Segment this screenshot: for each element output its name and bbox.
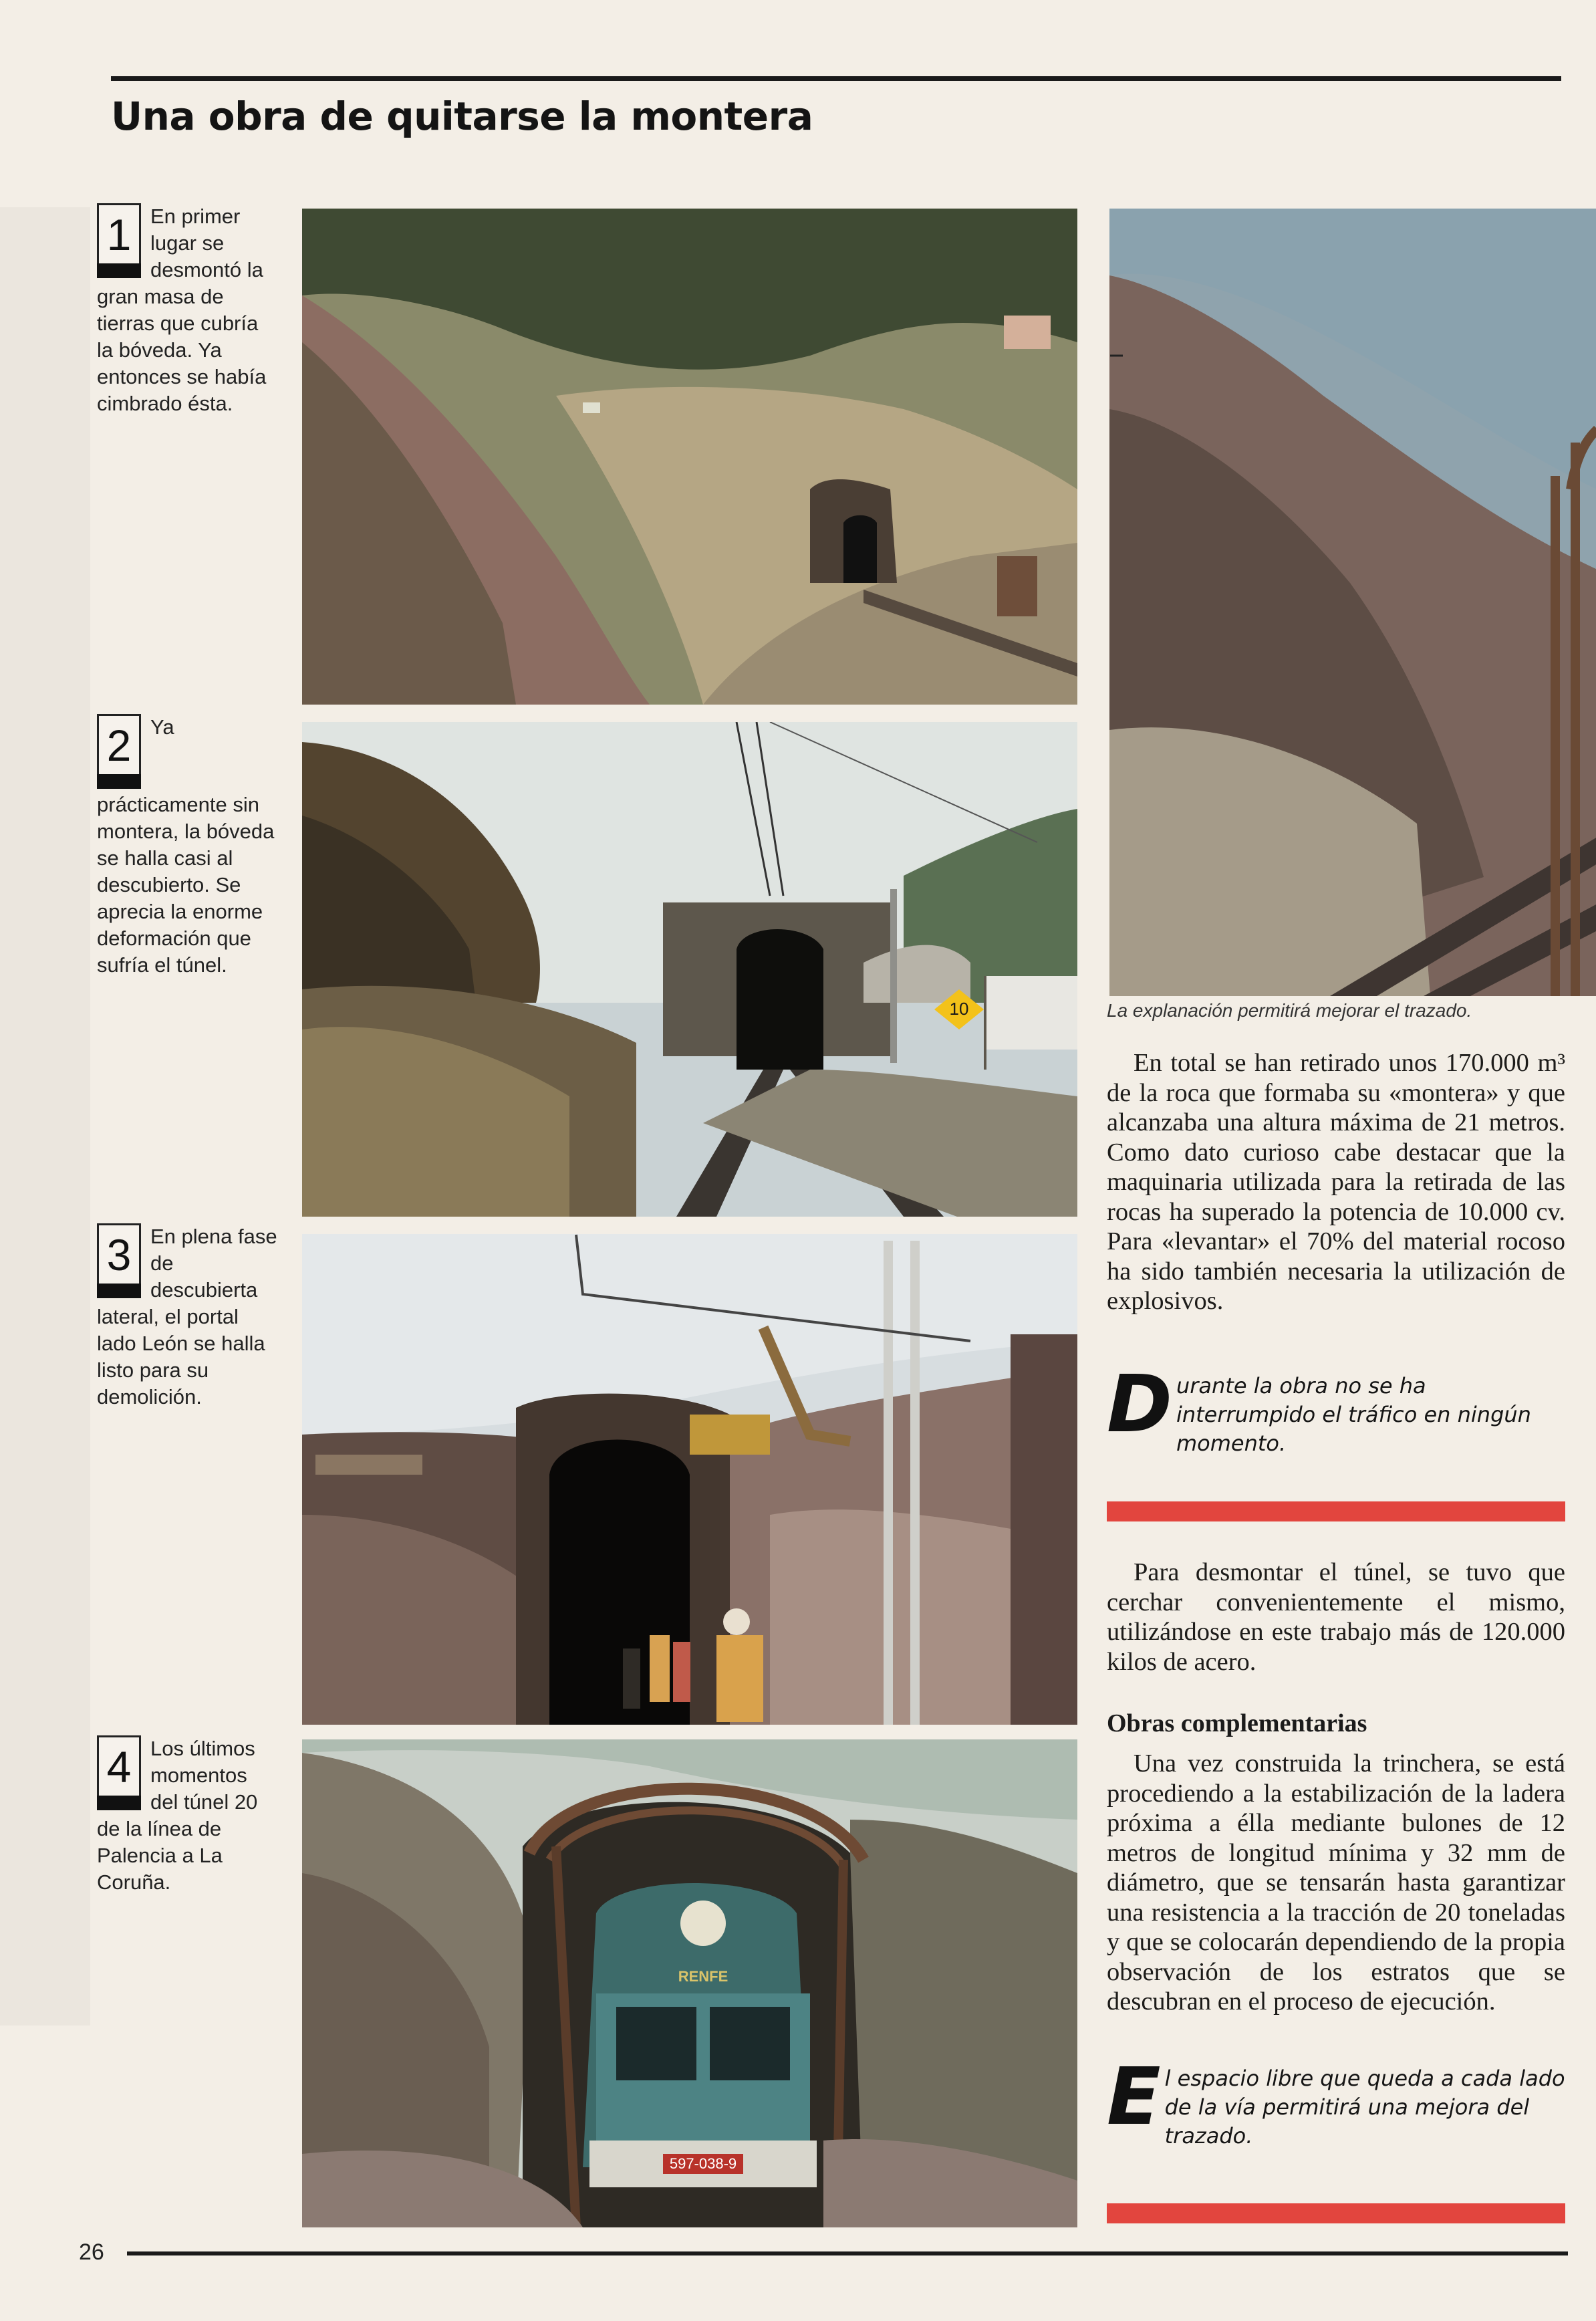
svg-text:597-038-9: 597-038-9	[669, 2155, 737, 2172]
bottom-rule	[127, 2251, 1568, 2255]
step-text: Los últimos momentos del túnel 20 de la línea de Palencia a La Coruña.	[97, 1737, 258, 1894]
step-text: En primer lugar se desmontó la gran masa de tierras que cubría la bóveda. Ya entonces se había cimbrado ésta.	[97, 205, 267, 415]
step-text: Ya prácticamente sin montera, la bóveda se halla casi al descubierto. Se aprecia la enorme deformación que sufría el túnel.	[97, 715, 275, 977]
step-number-box: 1	[97, 203, 141, 278]
step-caption-2	[97, 714, 277, 979]
pull-quote-1: D urante la obra no se ha interrumpido el tráfico en ningún momento.	[1107, 1358, 1531, 1456]
left-margin-panel	[0, 207, 90, 2026]
red-divider-2	[1107, 2203, 1565, 2223]
pull-quote-2: E l espacio libre que queda a cada lado de la vía permitirá una mejora del trazado.	[1107, 2050, 1565, 2149]
article-paragraph-1: En total se han retirado unos 170.000 m³ de la roca que formaba su «montera» y que alcanzaba una altura máxima de 21 metros. Como dato curioso cabe destacar que la maquinaria utilizada para la retirada de las rocas ha superado la potencia de 10.000 cv. Para «levantar» el 70% del material rocoso ha sido también necesaria la utilización de explosivos.	[1107, 1049, 1565, 1315]
section-subheading: Obras complementarias	[1107, 1709, 1367, 1737]
red-divider-1	[1107, 1501, 1565, 1521]
article-paragraph-2: Para desmontar el túnel, se tuvo que cerchar convenientemente el mismo, utilizándose en este trabajo más de 120.000 kilos de acero.	[1107, 1558, 1565, 1676]
photo-exposed-vault	[302, 722, 1077, 1217]
step-caption-3	[97, 1223, 277, 1411]
step-text: En plena fase de descubierta lateral, el portal lado León se halla listo para su demolición.	[97, 1225, 277, 1409]
photo-last-moments-train	[302, 1739, 1077, 2227]
photo-lateral-excavation	[302, 1234, 1077, 1725]
photo-tunnel-overburden	[302, 209, 1077, 705]
step-caption-4	[97, 1735, 277, 1896]
article-paragraph-3: Una vez construida la trinchera, se está procediendo a la estabilización de la ladera próxima a élla mediante bulones de 12 metros de longitud mínima y 32 mm de diámetro, que se tensarán hasta garantizar una resistencia a la tracción de 20 toneladas y que se colocarán dependiendo de la propia observación de los estratos que se descubran en el proceso de ejecución.	[1107, 1749, 1565, 2015]
svg-text:RENFE: RENFE	[678, 1968, 728, 1985]
top-rule	[111, 76, 1561, 81]
page-number: 26	[79, 2239, 104, 2265]
svg-text:10: 10	[949, 999, 969, 1019]
step-number-box: 2	[97, 714, 141, 789]
step-caption-1	[97, 203, 277, 417]
step-number-box: 3	[97, 1223, 141, 1298]
photo-trench-explanation	[1109, 209, 1596, 996]
drop-cap: D	[1107, 1358, 1172, 1450]
photo-caption: La explanación permitirá mejorar el trazado.	[1107, 1000, 1472, 1021]
page-title: Una obra de quitarse la montera	[111, 94, 813, 139]
drop-cap: E	[1107, 2050, 1161, 2143]
step-number-box: 4	[97, 1735, 141, 1810]
